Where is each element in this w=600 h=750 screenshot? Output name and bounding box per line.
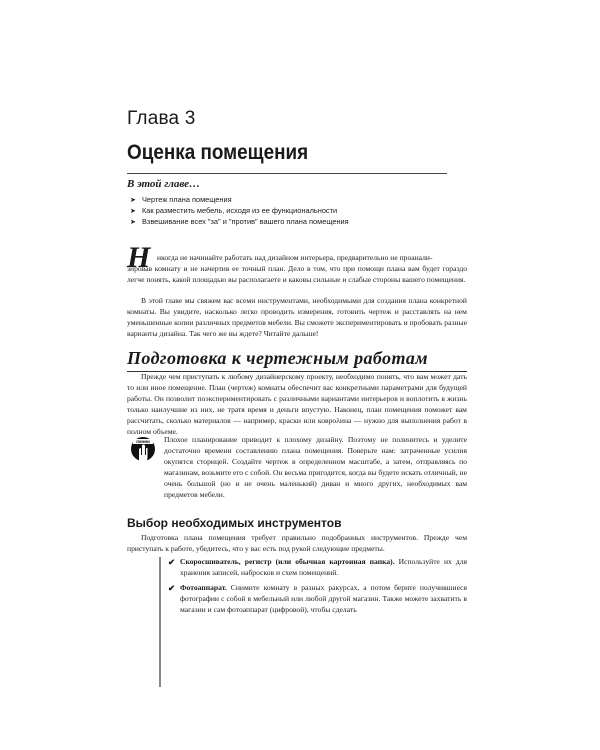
- tools-checklist: [160, 557, 467, 620]
- drop-cap: Н: [127, 241, 151, 274]
- intro-rest: зировав комнату и не начертив ее точный план. Дело в том, что при помощи плана вам будет гораздо легче понять, какой площадью вы располагаете и каковы сильные и слабые стороны вашего помещения.: [127, 263, 467, 284]
- list-item: ✔ Скоросшиватель, регистр (или обычная картонная папка). Используйте их для хранения записей, набросков и схем помещений.: [168, 557, 467, 577]
- chapter-rule: [127, 173, 447, 174]
- section-heading: Подготовка к чертежным работам: [127, 348, 428, 368]
- arrow-bullet-icon: ➤: [130, 219, 136, 226]
- arrow-bullet-icon: ➤: [130, 197, 136, 204]
- checkmark-icon: ✔: [168, 557, 176, 567]
- remember-icon-label: помни: [136, 439, 150, 445]
- intro-paragraph: [127, 253, 467, 286]
- section-paragraph: Прежде чем приступать к любому дизайнерскому проекту, необходимо понять, что вам может дать то или иное помещение. План (чертеж) комнаты обеспечит вас конкретными параметрами для будущей работы. Он позволит поэкспериментировать с различными вариантами интерьеров и воплотить в жизнь только наилучшие из них, не тратя время и деньги впустую. Наконец, план помещения поможет вам рассчитать, сколько материалов — например, краски или коврολина — нужно для выполнения работ в полном объеме.: [127, 372, 467, 436]
- chapter-title: Оценка помещения: [127, 141, 309, 164]
- arrow-bullet-icon: ➤: [130, 208, 136, 215]
- list-item: ➤ Как разместить мебель, исходя из ее функциональности: [130, 206, 338, 215]
- subsection-heading: Выбор необходимых инструментов: [127, 516, 342, 530]
- subsection-paragraph: Подготовка плана помещения требует правильно подобранных инструментов. Прежде чем приступать к работе, убедитесь, что у вас есть под рукой следующие предметы.: [127, 533, 467, 553]
- chapter-label: Глава 3: [127, 108, 196, 129]
- in-this-chapter-list: [130, 194, 349, 227]
- checkmark-icon: ✔: [168, 582, 176, 593]
- list-item: ✔ Фотоаппарат. Снимите комнату в разных ракурсах, а потом берите получившиеся фотографии с собой в мебельный или любой другой магазин. Также можете захватить в магазин и сам фотоаппарат (цифровой), чтобы сделать: [168, 582, 467, 614]
- paragraph: В этой главе мы свяжем вас всеми инструментами, необходимыми для создания плана конкретной комнаты. Вы увидите, насколько легко проводить измерения, готовить чертеж и расставлять на нем уменьшенные копии различных предметов мебели. Вы сможете экспериментировать и пробовать разные варианты дизайна. Так чего же вы ждете? Читайте дальше!: [127, 296, 467, 338]
- in-this-chapter-heading: В этой главе…: [127, 178, 201, 190]
- intro-first-line: икогда не начинайте работать над дизайном интерьера, предварительно не проанали-: [157, 253, 433, 262]
- note-text: Плохое планирование приводит к плохому дизайну. Поэтому не поленитесь и уделите достаточно времени составлению плана помещения. Поверьте нам: затраченные усилия окупятся сторицей. Создайте чертеж в определенном масштабе, а затем, отправляясь по магазинам, возьмите его с собой. Он весьма пригодится, когда вы будете искать отличный, не очень большой (но и не очень маленький) диван и много других, необходимых вам предметов мебели.: [164, 435, 467, 499]
- list-item: ➤ Чертеж плана помещения: [130, 195, 232, 204]
- remember-icon: [130, 435, 156, 469]
- list-item: ➤ Взвешивание всех "за" и "против" вашего плана помещения: [130, 217, 349, 226]
